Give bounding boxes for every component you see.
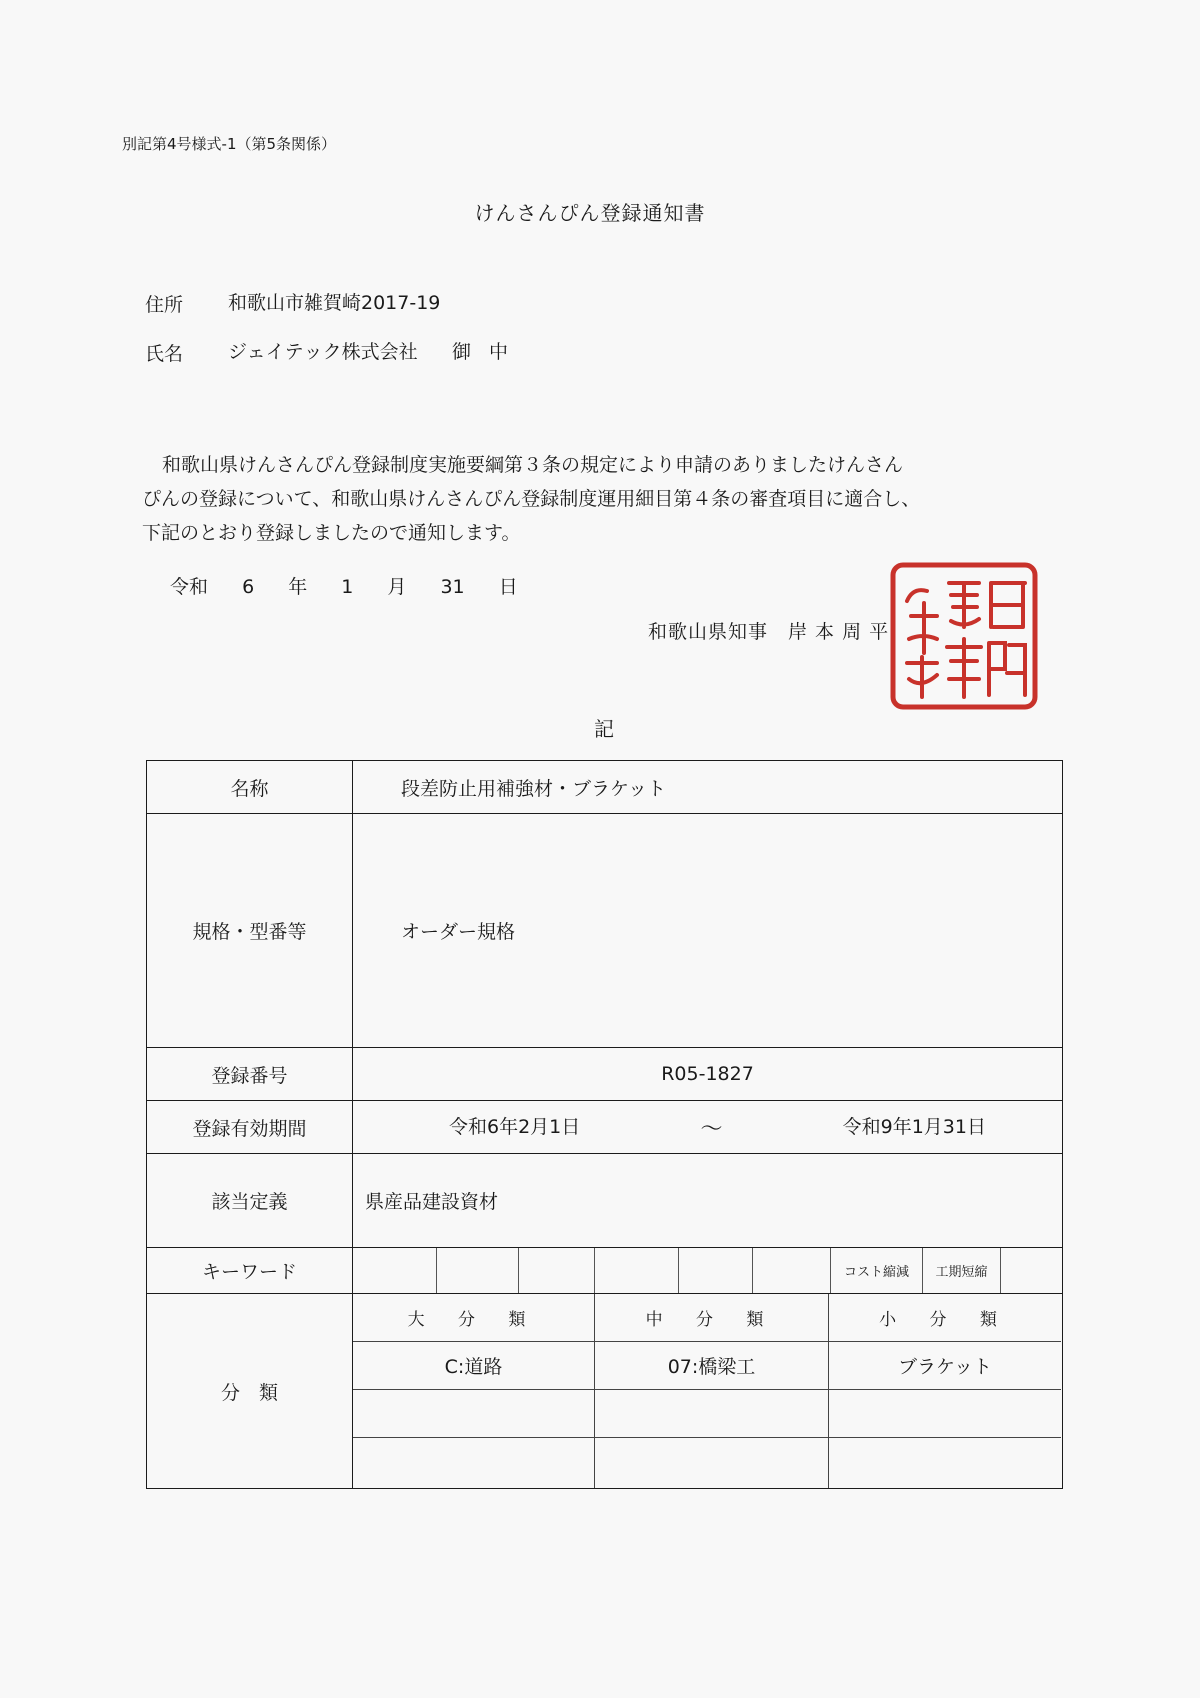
- issuer-name: 和歌山県知事 岸 本 周 平: [648, 621, 890, 643]
- class-value-minor: ブラケット: [829, 1342, 1061, 1390]
- date-era: 令和: [170, 576, 209, 598]
- name-cell-label: 名称: [147, 761, 353, 814]
- name-cell-value: 段差防止用補強材・ブラケット: [353, 761, 1063, 814]
- spec-cell-label: 規格・型番等: [147, 814, 353, 1048]
- class-empty-cell: [595, 1390, 829, 1438]
- date-day: 31: [440, 576, 465, 598]
- keyword-term-reduction: 工期短縮: [923, 1248, 1001, 1293]
- class-header-minor: 小 分 類: [829, 1294, 1061, 1342]
- keyword-slot: [437, 1248, 519, 1293]
- form-number: 別記第4号様式-1（第5条関係）: [122, 135, 337, 153]
- period-cell-value: [353, 1101, 1063, 1154]
- definition-cell-value: 県産品建設資材: [353, 1154, 1063, 1248]
- class-empty-cell: [353, 1438, 595, 1488]
- name-value: ジェイテック株式会社: [228, 341, 418, 363]
- document-title: けんさんぴん登録通知書: [474, 201, 706, 225]
- class-empty-cell: [353, 1390, 595, 1438]
- name-label: 氏名: [145, 343, 184, 365]
- definition-cell-label: 該当定義: [147, 1154, 353, 1248]
- period-cell-label: 登録有効期間: [147, 1101, 353, 1154]
- class-header-middle: 中 分 類: [595, 1294, 829, 1342]
- regno-cell-label: 登録番号: [147, 1048, 353, 1101]
- keyword-cell-label: キーワード: [147, 1248, 353, 1294]
- honorific: 御 中: [452, 341, 515, 363]
- class-cell-label: 分 類: [147, 1294, 353, 1489]
- regno-cell-value: R05-1827: [353, 1048, 1063, 1101]
- table-row: [147, 1294, 1063, 1489]
- keyword-slot: [753, 1248, 831, 1293]
- table-row: [147, 1101, 1063, 1154]
- period-start: 令和6年2月1日: [449, 1115, 581, 1138]
- class-empty-cell: [595, 1438, 829, 1488]
- issue-date: [170, 572, 518, 599]
- keyword-slot: [353, 1248, 437, 1293]
- table-row: [147, 1154, 1063, 1248]
- date-month-unit: 月: [387, 576, 407, 598]
- class-header-major: 大 分 類: [353, 1294, 595, 1342]
- date-day-unit: 日: [498, 576, 518, 598]
- keyword-cost-reduction: コスト縮減: [831, 1248, 923, 1293]
- table-row: [147, 814, 1063, 1048]
- address-label: 住所: [145, 294, 184, 316]
- body-line-3: 下記のとおり登録しましたので通知します。: [142, 522, 521, 544]
- table-row: [147, 1248, 1063, 1294]
- registration-table: [146, 760, 1063, 1489]
- official-seal: [889, 561, 1039, 711]
- class-cell-value: [353, 1294, 1063, 1489]
- class-empty-cell: [829, 1438, 1061, 1488]
- period-end: 令和9年1月31日: [842, 1115, 986, 1138]
- period-separator: ～: [700, 1116, 723, 1142]
- class-empty-cell: [829, 1390, 1061, 1438]
- keyword-slot: [519, 1248, 595, 1293]
- date-year: 6: [242, 576, 255, 598]
- body-line-1: 和歌山県けんさんぴん登録制度実施要綱第３条の規定により申請のありましたけんさん: [162, 454, 904, 476]
- class-value-middle: 07:橋梁工: [595, 1342, 829, 1390]
- date-year-unit: 年: [288, 576, 308, 598]
- class-value-major: C:道路: [353, 1342, 595, 1390]
- notice-body: [142, 448, 1062, 550]
- table-row: [147, 761, 1063, 814]
- spec-cell-value: オーダー規格: [353, 814, 1063, 1048]
- keyword-slot: [1001, 1248, 1063, 1293]
- keyword-slot: [595, 1248, 679, 1293]
- keyword-slot: [679, 1248, 753, 1293]
- table-row: [147, 1048, 1063, 1101]
- address-value: 和歌山市雑賀崎2017-19: [228, 292, 441, 314]
- body-line-2: ぴんの登録について、和歌山県けんさんぴん登録制度運用細目第４条の審査項目に適合し、: [142, 488, 921, 510]
- ki-heading: 記: [594, 717, 614, 741]
- date-month: 1: [341, 576, 354, 598]
- keyword-cell-value: [353, 1248, 1063, 1294]
